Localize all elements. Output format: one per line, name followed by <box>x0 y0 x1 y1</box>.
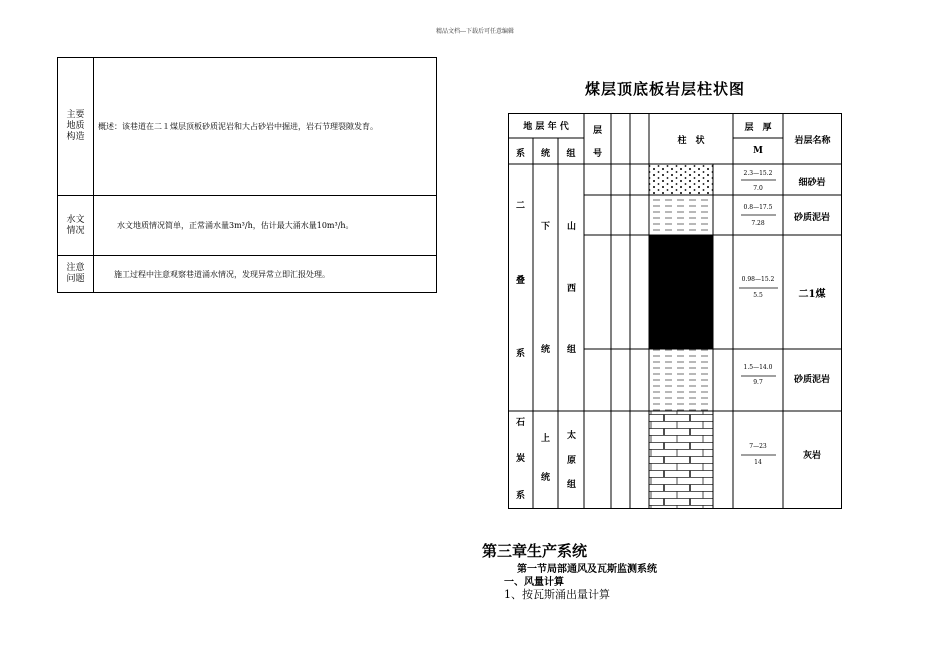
carboniferous-system-char: 石 <box>516 418 526 428</box>
row-label: 水文情况 <box>58 196 94 255</box>
layer-thickness-range: 1.5—14.0 <box>743 364 773 371</box>
layer-thickness-avg: 7.0 <box>753 185 763 192</box>
header-rock-name: 岩层名称 <box>794 136 831 146</box>
row-label: 主要地质构造 <box>58 58 94 195</box>
layer-thickness-avg: 14 <box>754 459 762 466</box>
carboniferous-group-char: 原 <box>567 456 577 466</box>
header-column: 柱 状 <box>677 136 705 146</box>
carboniferous-series-char: 上 <box>541 434 551 444</box>
layer-thickness-range: 0.98—15.2 <box>741 276 775 283</box>
header-series: 统 <box>540 149 550 159</box>
header-thickness: 层 厚 <box>744 123 772 133</box>
layer-rock-name: 二1煤 <box>798 289 826 300</box>
layer-rock-name: 细砂岩 <box>798 178 826 188</box>
layer-thickness-range: 2.3—15.2 <box>743 170 773 177</box>
permian-group-char: 山 <box>567 222 577 232</box>
header-era: 地 层 年 代 <box>523 122 569 132</box>
row-label: 注意问题 <box>58 256 94 292</box>
section-title: 第一节局部通风及瓦斯监测系统 <box>517 564 657 575</box>
permian-system-char: 系 <box>516 349 526 359</box>
carboniferous-series-char: 统 <box>541 473 551 483</box>
chapter-title: 第三章生产系统 <box>482 542 588 560</box>
stratigraphic-column-table <box>508 113 842 509</box>
subsection-title: 一、风量计算 <box>504 577 564 588</box>
layer-thickness-avg: 9.7 <box>753 379 763 386</box>
table-row <box>58 58 436 196</box>
permian-series-char: 统 <box>541 345 551 355</box>
permian-group-char: 组 <box>567 345 577 355</box>
layer-thickness-range: 0.8—17.5 <box>743 204 773 211</box>
carboniferous-system-char: 炭 <box>516 454 526 464</box>
column-chart-title: 煤层顶底板岩层柱状图 <box>585 80 746 98</box>
list-item: 1、按瓦斯涌出量计算 <box>504 588 610 601</box>
permian-series-char: 下 <box>541 222 551 232</box>
header-group: 组 <box>566 149 576 159</box>
header-layer-no-1: 层 <box>592 126 602 136</box>
layer-rock-name: 灰岩 <box>802 451 821 461</box>
layer-thickness-avg: 5.5 <box>753 292 763 299</box>
permian-group-char: 西 <box>567 284 577 294</box>
layer-rock-name: 砂质泥岩 <box>793 375 830 385</box>
permian-system-char: 二 <box>516 201 526 211</box>
carboniferous-system-char: 系 <box>516 491 526 501</box>
row-value: 概述：该巷道在二１煤层顶板砂质泥岩和大占砂岩中掘进，岩石节理裂隙发育。 <box>98 122 378 131</box>
carboniferous-group-char: 组 <box>567 480 577 490</box>
layer-rock-name: 砂质泥岩 <box>793 213 830 223</box>
header-thickness-unit: M <box>753 146 763 156</box>
row-value: 水文地质情况简单，正常涌水量3m³/h，估计最大涌水量10m³/h。 <box>117 221 354 230</box>
header-system: 系 <box>515 149 525 159</box>
permian-system-char: 叠 <box>516 276 526 286</box>
row-value: 施工过程中注意观察巷道涌水情况，发现异常立即汇报处理。 <box>114 269 330 279</box>
table-row <box>58 196 436 256</box>
table-row <box>58 256 436 292</box>
carboniferous-group-char: 太 <box>567 431 577 441</box>
layer-thickness-range: 7—23 <box>749 443 767 450</box>
layer-thickness-avg: 7.28 <box>751 220 765 227</box>
geology-table <box>57 57 437 293</box>
header-layer-no-2: 号 <box>592 149 602 159</box>
header-note: 精品文档---下载后可任意编辑 <box>435 28 515 35</box>
